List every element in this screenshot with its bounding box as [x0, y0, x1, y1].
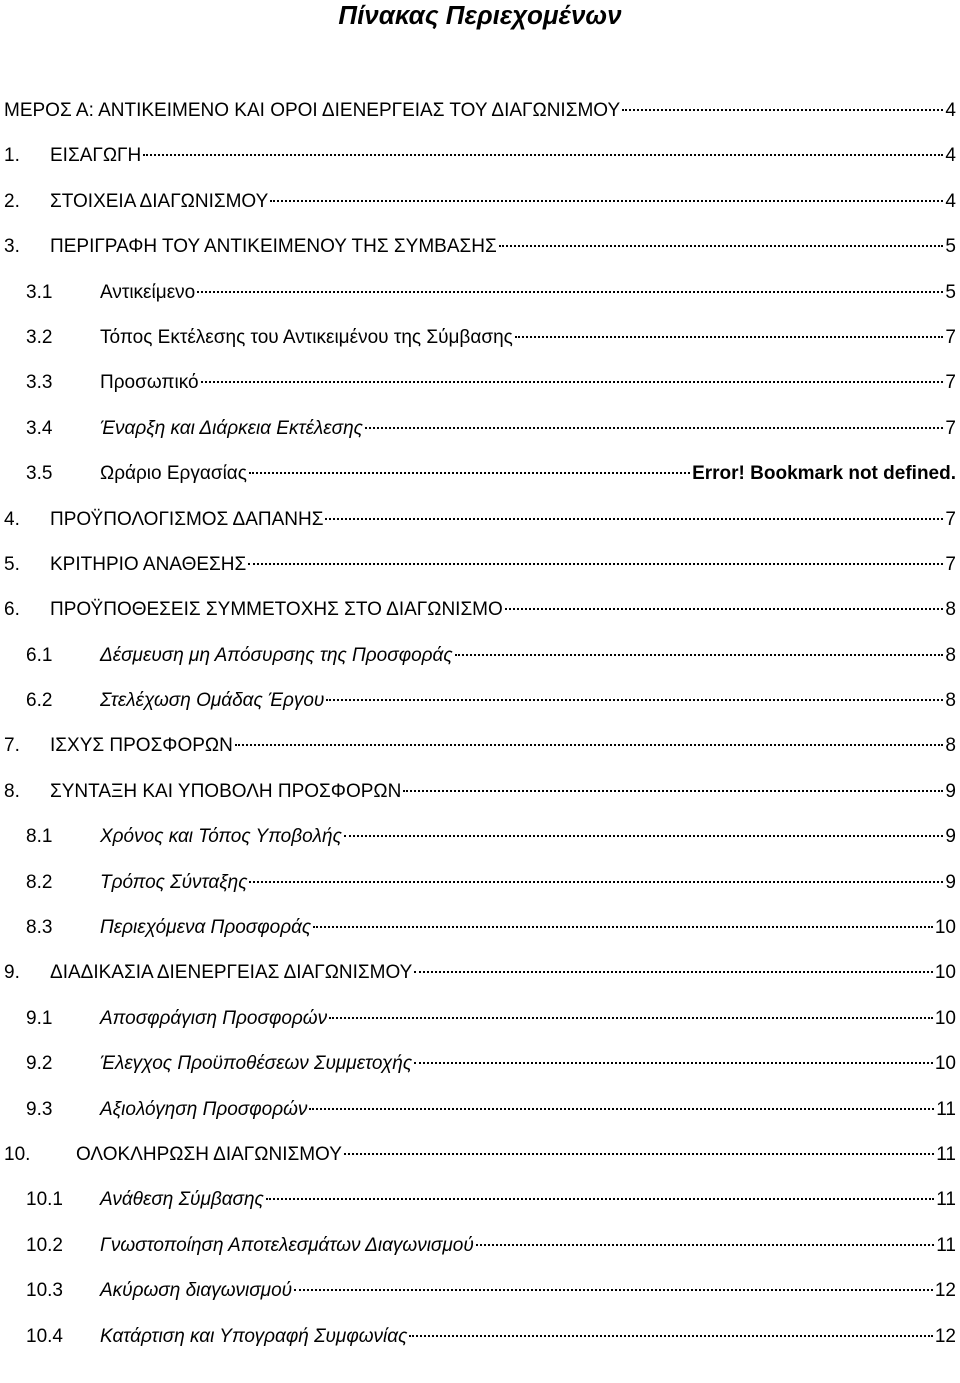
- toc-entry[interactable]: [0, 368, 960, 398]
- dot-leader: [266, 1197, 934, 1200]
- dot-leader: [248, 562, 943, 565]
- dot-leader: [455, 653, 944, 656]
- toc-entry[interactable]: [0, 323, 960, 353]
- dot-leader: [270, 199, 943, 202]
- toc-entry[interactable]: [0, 777, 960, 807]
- toc-page-number: 8: [945, 690, 956, 712]
- toc-entry-number: 6.1: [26, 644, 53, 666]
- toc-entry[interactable]: [0, 822, 960, 852]
- toc-entry[interactable]: [0, 1049, 960, 1079]
- dot-leader: [329, 1016, 933, 1019]
- page-title: Πίνακας Περιεχομένων: [338, 0, 622, 30]
- toc-page-number: 11: [936, 1143, 956, 1165]
- toc-entry-text: ΠΡΟΫΠΟΘΕΣΕΙΣ ΣΥΜΜΕΤΟΧΗΣ ΣΤΟ ΔΙΑΓΩΝΙΣΜΟ: [50, 599, 503, 621]
- toc-entry-text: Προσωπικό: [100, 372, 199, 394]
- toc-entry-number: 3.: [4, 236, 20, 258]
- toc-entry-number: 5.: [4, 553, 20, 575]
- toc-entry-number: 9.3: [26, 1098, 53, 1120]
- toc-page-number: 9: [945, 780, 956, 802]
- toc-page-number: 12: [934, 1325, 956, 1347]
- dot-leader: [409, 1334, 933, 1337]
- toc-entry-text: Δέσμευση μη Απόσυρσης της Προσφοράς: [100, 644, 453, 666]
- dot-leader: [476, 1243, 934, 1246]
- toc-entry-text: ΣΥΝΤΑΞΗ ΚΑΙ ΥΠΟΒΟΛΗ ΠΡΟΣΦΟΡΩΝ: [50, 780, 402, 802]
- toc-entry-number: 9.: [4, 962, 20, 984]
- toc-entry-text: Ανάθεση Σύμβασης: [100, 1189, 264, 1211]
- dot-leader: [143, 153, 943, 156]
- toc-entry-number: 9.1: [26, 1007, 53, 1029]
- dot-leader: [365, 426, 944, 429]
- toc-entry[interactable]: [0, 731, 960, 761]
- toc-entry[interactable]: [0, 868, 960, 898]
- toc-page-number: 10: [934, 1053, 956, 1075]
- toc-entry-text: Τόπος Εκτέλεσης του Αντικειμένου της Σύμβασης: [100, 326, 513, 348]
- toc-entry[interactable]: [0, 913, 960, 943]
- dot-leader: [325, 517, 943, 520]
- toc-entry-number: 2.: [4, 190, 20, 212]
- toc-page-number: 9: [945, 826, 956, 848]
- toc-page-number: 12: [934, 1280, 956, 1302]
- toc-entry-number: 10.4: [26, 1325, 63, 1347]
- toc-entry-number: 8.3: [26, 917, 53, 939]
- toc-page-number: 8: [945, 599, 956, 621]
- toc-entry-number: 8.1: [26, 826, 53, 848]
- toc-entry[interactable]: [0, 459, 960, 489]
- toc-entry-number: 10.: [4, 1143, 31, 1165]
- toc-page-number: 8: [945, 644, 956, 666]
- toc-entry[interactable]: [0, 1322, 960, 1352]
- toc-entry-number: 6.: [4, 599, 20, 621]
- toc-entry-text: ΚΡΙΤΗΡΙΟ ΑΝΑΘΕΣΗΣ: [50, 553, 247, 575]
- dot-leader: [201, 380, 944, 383]
- toc-entry-number: 7.: [4, 735, 20, 757]
- toc-entry-text: Αποσφράγιση Προσφορών: [100, 1007, 328, 1029]
- toc-entry-text: ΕΙΣΑΓΩΓΗ: [50, 145, 142, 167]
- toc-entry-text: Κατάρτιση και Υπογραφή Συμφωνίας: [100, 1325, 408, 1347]
- dot-leader: [235, 743, 944, 746]
- toc-entry[interactable]: [0, 232, 960, 262]
- toc-entry-text: ΙΣΧΥΣ ΠΡΟΣΦΟΡΩΝ: [50, 735, 233, 757]
- toc-entry-number: 10.3: [26, 1280, 63, 1302]
- toc-page-number: 11: [936, 1189, 956, 1211]
- dot-leader: [197, 290, 943, 293]
- toc-entry-number: 3.3: [26, 372, 53, 394]
- toc-page-number: 5: [945, 236, 956, 258]
- dot-leader: [309, 1107, 934, 1110]
- toc-entry[interactable]: [0, 1276, 960, 1306]
- dot-leader: [249, 880, 943, 883]
- toc-page-number: 7: [945, 326, 956, 348]
- toc-entry-number: 8.: [4, 780, 20, 802]
- toc-entry-number: 1.: [4, 145, 20, 167]
- toc-entry-text: Έναρξη και Διάρκεια Εκτέλεσης: [100, 417, 363, 439]
- toc-entry-text: Αξιολόγηση Προσφορών: [100, 1098, 308, 1120]
- toc-page-number: 7: [945, 417, 956, 439]
- toc-entry-number: 3.2: [26, 326, 53, 348]
- toc-entry-text: Αντικείμενο: [100, 281, 196, 303]
- toc-entry-number: 3.4: [26, 417, 53, 439]
- toc-entry[interactable]: [0, 1095, 960, 1125]
- toc-page-number: 7: [945, 372, 956, 394]
- toc-page-number: 9: [945, 871, 956, 893]
- dot-leader: [414, 970, 933, 973]
- toc-entry-number: 8.2: [26, 871, 53, 893]
- toc-page-number: 10: [934, 1007, 956, 1029]
- toc-entry[interactable]: [0, 550, 960, 580]
- dot-leader: [515, 335, 944, 338]
- toc-entry-text: Γνωστοποίηση Αποτελεσμάτων Διαγωνισμού: [100, 1234, 474, 1256]
- toc-entry-number: 9.2: [26, 1053, 53, 1075]
- toc-entry-text: ΣΤΟΙΧΕΙΑ ΔΙΑΓΩΝΙΣΜΟΥ: [50, 190, 269, 212]
- toc-entry-text: Τρόπος Σύνταξης: [100, 871, 248, 893]
- toc-page-number: 7: [945, 553, 956, 575]
- toc-entry[interactable]: [0, 1140, 960, 1170]
- toc-page-number: 10: [934, 962, 956, 984]
- toc-entry[interactable]: [0, 686, 960, 716]
- toc-entry[interactable]: [0, 641, 960, 671]
- dot-leader: [326, 698, 943, 701]
- dot-leader: [622, 108, 943, 111]
- toc-entry-text: Στελέχωση Ομάδας Έργου: [100, 690, 325, 712]
- toc-entry[interactable]: [0, 595, 960, 625]
- table-of-contents: [0, 96, 960, 1367]
- toc-entry[interactable]: [0, 278, 960, 308]
- toc-entry[interactable]: [0, 958, 960, 988]
- toc-page-number: 4: [945, 145, 956, 167]
- toc-entry[interactable]: [0, 414, 960, 444]
- toc-page-number-error: Error! Bookmark not defined.: [692, 463, 956, 485]
- toc-entry-text: Ωράριο Εργασίας: [100, 463, 247, 485]
- toc-entry-text: ΜΕΡΟΣ Α: ΑΝΤΙΚΕΙΜΕΝΟ ΚΑΙ ΟΡΟΙ ΔΙΕΝΕΡΓΕΙΑΣ ΤΟΥ ΔΙΑΓΩΝΙΣΜΟΥ: [4, 100, 621, 121]
- toc-entry-number: 3.5: [26, 463, 53, 485]
- toc-page-number: 4: [945, 190, 956, 212]
- toc-entry-number: 4.: [4, 508, 20, 530]
- toc-page-number: 4: [945, 100, 956, 121]
- dot-leader: [499, 244, 944, 247]
- toc-entry[interactable]: [0, 96, 960, 126]
- toc-entry[interactable]: [0, 141, 960, 171]
- toc-entry-text: ΠΕΡΙΓΡΑΦΗ ΤΟΥ ΑΝΤΙΚΕΙΜΕΝΟΥ ΤΗΣ ΣΥΜΒΑΣΗΣ: [50, 236, 497, 258]
- dot-leader: [313, 925, 933, 928]
- toc-entry-text: Χρόνος και Τόπος Υποβολής: [100, 826, 342, 848]
- toc-entry[interactable]: [0, 187, 960, 217]
- dot-leader: [403, 789, 943, 792]
- toc-entry[interactable]: [0, 1231, 960, 1261]
- toc-entry-text: Έλεγχος Προϋποθέσεων Συμμετοχής: [100, 1053, 413, 1075]
- toc-page-number: 11: [936, 1234, 956, 1256]
- dot-leader: [505, 607, 944, 610]
- toc-entry-number: 10.1: [26, 1189, 63, 1211]
- toc-entry-number: 3.1: [26, 281, 53, 303]
- toc-entry[interactable]: [0, 505, 960, 535]
- toc-entry-text: Περιεχόμενα Προσφοράς: [100, 917, 312, 939]
- dot-leader: [344, 834, 944, 837]
- dot-leader: [414, 1061, 933, 1064]
- dot-leader: [344, 1152, 934, 1155]
- toc-page-number: 10: [934, 917, 956, 939]
- toc-entry[interactable]: [0, 1004, 960, 1034]
- toc-entry-number: 6.2: [26, 690, 53, 712]
- toc-entry-text: Ακύρωση διαγωνισμού: [100, 1280, 293, 1302]
- toc-page-number: 11: [936, 1098, 956, 1120]
- toc-page-number: 7: [945, 508, 956, 530]
- dot-leader: [249, 471, 690, 474]
- toc-page-number: 8: [945, 735, 956, 757]
- dot-leader: [294, 1288, 933, 1291]
- toc-entry-text: ΠΡΟΫΠΟΛΟΓΙΣΜΟΣ ΔΑΠΑΝΗΣ: [50, 508, 324, 530]
- toc-entry-text: ΔΙΑΔΙΚΑΣΙΑ ΔΙΕΝΕΡΓΕΙΑΣ ΔΙΑΓΩΝΙΣΜΟΥ: [50, 962, 413, 984]
- toc-entry-number: 10.2: [26, 1234, 63, 1256]
- toc-page-number: 5: [945, 281, 956, 303]
- toc-entry-text: ΟΛΟΚΛΗΡΩΣΗ ΔΙΑΓΩΝΙΣΜΟΥ: [76, 1143, 342, 1165]
- toc-entry[interactable]: [0, 1185, 960, 1215]
